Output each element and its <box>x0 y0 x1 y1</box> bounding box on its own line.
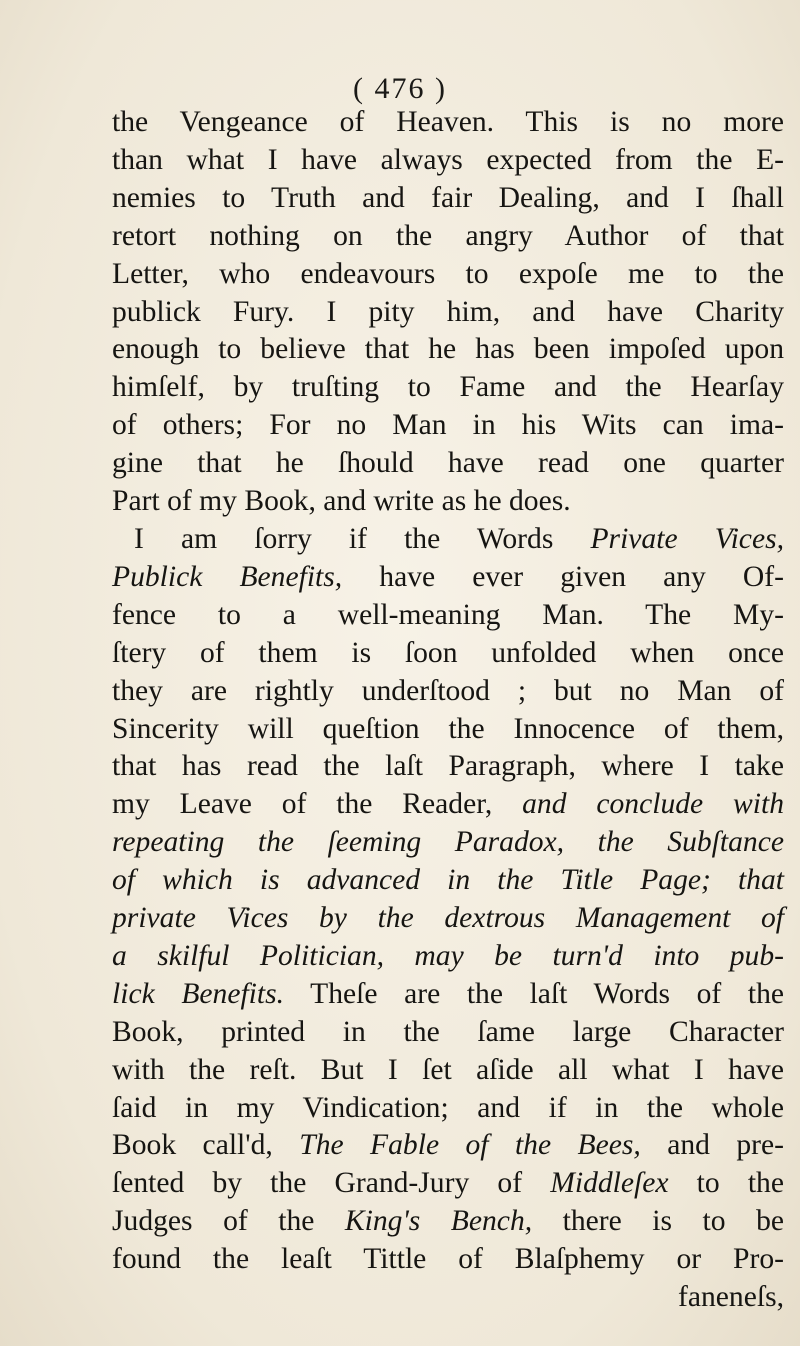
text-line <box>112 976 784 1014</box>
text-run: Theſe are the laſt Words of the <box>284 977 784 1010</box>
text-line <box>112 711 784 749</box>
text-line <box>112 294 784 332</box>
text-line <box>112 1241 784 1279</box>
text-line <box>112 180 784 218</box>
text-run: Book, printed in the ſame large Character <box>112 1015 784 1048</box>
text-run: Sincerity will queſtion the Innocence of them, <box>112 712 784 745</box>
text-run: ſaid in my Vindication; and if in the whole <box>112 1091 784 1124</box>
text-line <box>112 1052 784 1090</box>
text-run: enough to believe that he has been impoſed upon <box>112 333 784 366</box>
text-line <box>112 1203 784 1241</box>
text-line <box>112 1014 784 1052</box>
text-line <box>112 483 784 521</box>
italic-text: of which is advanced in the Title Page; that <box>112 864 784 897</box>
text-line <box>112 1127 784 1165</box>
italic-text: Publick Benefits, <box>112 560 343 593</box>
text-line <box>112 635 784 673</box>
text-run: Part of my Book, and write as he does. <box>112 485 571 518</box>
text-run: publick Fury. I pity him, and have Charity <box>112 295 784 328</box>
text-line <box>112 104 784 142</box>
text-line <box>112 786 784 824</box>
text-run: than what I have always expected from the E- <box>112 143 784 176</box>
text-run: I am ſorry if the Words <box>134 522 591 555</box>
text-run: that has read the laſt Paragraph, where I take <box>112 750 784 783</box>
text-line <box>112 256 784 294</box>
italic-text: lick Benefits. <box>112 977 285 1010</box>
text-run: there is to be <box>532 1205 784 1238</box>
text-run: have ever given any Of- <box>342 560 784 593</box>
text-run: and pre- <box>640 1129 785 1162</box>
italic-text: Middleſex <box>550 1167 669 1200</box>
text-line <box>112 862 784 900</box>
text-line <box>112 407 784 445</box>
text-run: nemies to Truth and fair Dealing, and I ſhall <box>112 181 784 214</box>
text-run: found the leaſt Tittle of Blaſphemy or Pro- <box>112 1243 784 1276</box>
text-run: himſelf, by truſting to Fame and the Hearſay <box>112 371 784 404</box>
text-line <box>112 1090 784 1128</box>
italic-text: and conclude with <box>522 788 784 821</box>
text-line <box>112 445 784 483</box>
text-line <box>112 673 784 711</box>
text-line <box>112 521 784 559</box>
text-run: they are rightly underſtood ; but no Man of <box>112 674 784 707</box>
text-run: faneneſs, <box>678 1281 784 1314</box>
text-run: of others; For no Man in his Wits can ima- <box>112 409 784 442</box>
text-line <box>112 559 784 597</box>
text-run: Book call'd, <box>112 1129 300 1162</box>
text-line <box>112 1165 784 1203</box>
text-line <box>112 748 784 786</box>
italic-text: a skilful Politician, may be turn'd into pub- <box>112 939 784 972</box>
text-run: fence to a well-meaning Man. The My- <box>112 598 784 631</box>
text-line <box>112 900 784 938</box>
italic-text: private Vices by the dextrous Management of <box>112 902 784 935</box>
page-number-header: ( 476 ) <box>353 72 447 105</box>
italic-text: Private Vices, <box>590 522 784 555</box>
text-run: gine that he ſhould have read one quarter <box>112 447 784 480</box>
text-run: my Leave of the Reader, <box>112 788 523 821</box>
text-line <box>112 142 784 180</box>
text-line <box>112 824 784 862</box>
text-line <box>112 597 784 635</box>
text-run: Judges of the <box>112 1205 345 1238</box>
text-line <box>112 218 784 256</box>
text-run: to the <box>668 1167 784 1200</box>
text-run: Letter, who endeavours to expoſe me to the <box>112 257 784 290</box>
text-run: with the reſt. But I ſet aſide all what I have <box>112 1053 784 1086</box>
italic-text: repeating the ſeeming Paradox, the Subſtance <box>112 826 784 859</box>
text-line <box>112 331 784 369</box>
italic-text: The Fable of the Bees, <box>299 1129 641 1162</box>
text-line <box>112 1279 784 1317</box>
italic-text: King's Bench, <box>344 1205 533 1238</box>
text-line <box>112 369 784 407</box>
text-run: ſented by the Grand-Jury of <box>112 1167 551 1200</box>
text-run: the Vengeance of Heaven. This is no more <box>112 106 784 138</box>
text-line <box>112 938 784 976</box>
body-text <box>112 104 784 1317</box>
text-run: ſtery of them is ſoon unfolded when once <box>112 636 784 669</box>
text-run: retort nothing on the angry Author of that <box>112 219 784 252</box>
